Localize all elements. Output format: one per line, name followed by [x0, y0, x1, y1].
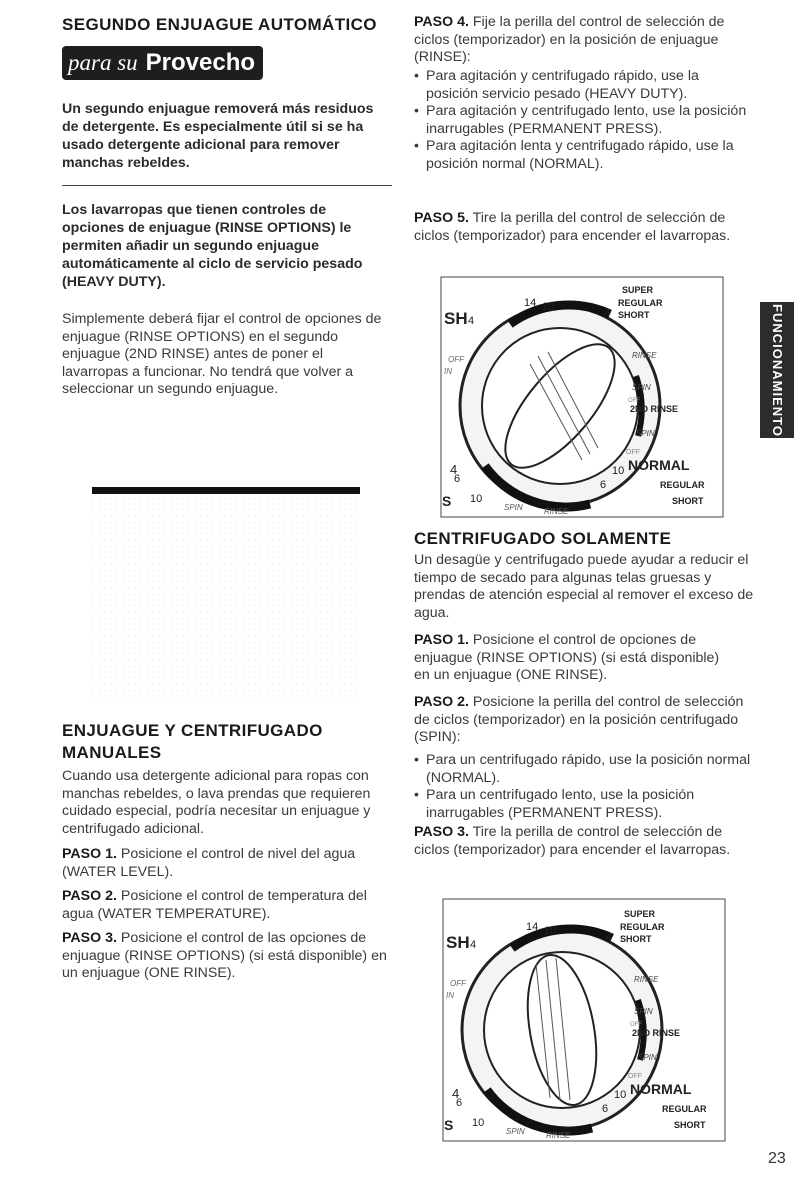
banner-bold: Provecho	[145, 49, 256, 76]
dial-10: 10	[542, 301, 555, 313]
divider	[62, 185, 392, 186]
black-bar	[92, 487, 360, 494]
cycle-dial-illustration-1	[440, 276, 724, 518]
bullet-permanent-press: • Para agitación y centrifugado lento, use la posición inarrugables (PERMANENT PRESS).	[414, 103, 754, 138]
bullet-normal: • Para agitación lenta y centrifugado rápido, use la posición normal (NORMAL).	[414, 138, 754, 173]
dial-regular2: REGULAR	[660, 480, 705, 490]
dial-10c: 10	[470, 493, 483, 505]
dial2-14: 14	[526, 921, 539, 933]
dial-super: SUPER	[622, 285, 654, 295]
dial-in: IN	[444, 367, 452, 376]
centrifugado-step-2: PASO 2. Posicione la perilla del control de selección de ciclos (temporizador) en la posición centrifugado (SPIN):	[414, 694, 744, 746]
dial-short2: SHORT	[672, 496, 704, 506]
dial2-regular2: REGULAR	[662, 1104, 707, 1114]
dial2-regular: REGULAR	[620, 922, 665, 932]
dial2-10: 10	[544, 925, 557, 937]
bullet-heavy-duty: • Para agitación y centrifugado rápido, use la posición servicio pesado (HEAVY DUTY).	[414, 68, 754, 103]
dial2-off2: OFF	[630, 1022, 642, 1028]
dial2-10c: 10	[472, 1117, 485, 1129]
dial2-super: SUPER	[624, 909, 656, 919]
heading-enjuague-centrifugado: ENJUAGUE Y CENTRIFUGADO MANUALES	[62, 721, 323, 762]
dial2-6b: 6	[456, 1097, 463, 1109]
dial-4b: 4	[468, 315, 475, 327]
dial2-4c: 4	[452, 1086, 460, 1101]
paso-5: PASO 5. Tire la perilla del control de selección de ciclos (temporizador) para encender el lavarropas.	[414, 210, 731, 244]
dial-s: S	[442, 493, 452, 509]
centrifugado-paragraph: Un desagüe y centrifugado puede ayudar a reducir el tiempo de secado para algunas telas gruesas y prendas de atención especial al remover el exceso de agua.	[414, 552, 754, 621]
dial-rinse-bottom: RINSE	[544, 507, 569, 516]
dial-10b: 10	[612, 465, 625, 477]
dial2-rinse: RINSE	[634, 975, 659, 984]
bullet-lento: • Para un centrifugado lento, use la posición inarrugables (PERMANENT PRESS).	[414, 787, 754, 822]
dial2-4: 4	[606, 931, 613, 943]
dial2-spin: SPIN	[634, 1007, 653, 1016]
manuales-step-1: PASO 1. Posicione el control de nivel del agua (WATER LEVEL).	[62, 846, 356, 880]
dial-6b: 6	[454, 473, 461, 485]
dial-normal: NORMAL	[628, 457, 690, 473]
faint-dot-pattern	[92, 497, 360, 697]
centrifugado-bullets	[414, 752, 754, 822]
dial-6: 6	[600, 479, 607, 491]
dial2-short: SHORT	[620, 934, 652, 944]
dial-off3: OFF	[626, 449, 640, 456]
dial2-in: IN	[446, 991, 454, 1000]
dial2-normal: NORMAL	[630, 1081, 692, 1097]
dial-spin2: SPIN	[636, 429, 655, 438]
page-number: 23	[768, 1150, 786, 1167]
dial2-sh: SH	[446, 933, 470, 952]
dial2-rinse-bottom: RINSE	[546, 1131, 571, 1140]
dial2-off3: OFF	[628, 1073, 642, 1080]
paso-4-bullets	[414, 68, 754, 174]
dial2-2nd-rinse: 2ND RINSE	[632, 1028, 681, 1038]
paso-4: PASO 4. Fije la perilla del control de selección de ciclos (temporizador) en la posición de enjuague (RINSE):	[414, 14, 725, 66]
rinse-options-paragraph: Los lavarropas que tienen controles de opciones de enjuague (RINSE OPTIONS) le permiten añadir un segundo enjuague automáticamente al ciclo de servicio pesado (HEAVY DUTY).	[62, 202, 363, 290]
centrifugado-step-1: PASO 1. Posicione el control de opciones de enjuague (RINSE OPTIONS) (si está disponible) en un enjuague (ONE RINSE).	[414, 632, 720, 684]
cycle-dial-illustration-2	[442, 898, 726, 1142]
dial-off2: OFF	[628, 398, 640, 404]
dial-sh: SH	[444, 309, 468, 328]
dial-14: 14	[524, 297, 537, 309]
dial-4c: 4	[450, 462, 458, 477]
section-tab	[760, 302, 794, 438]
dial2-6: 6	[602, 1103, 609, 1115]
centrifugado-step-3: PASO 3. Tire la perilla de control de selección de ciclos (temporizador) para encender el lavarropas.	[414, 824, 731, 858]
tip-text: Un segundo enjuague removerá más residuos de detergente. Es especialmente útil si se ha usado detergente adicional para remover manchas rebeldes.	[62, 101, 374, 171]
heading-centrifugado-solamente: CENTRIFUGADO SOLAMENTE	[414, 529, 672, 548]
heading-segundo-enjuague: SEGUNDO ENJUAGUE AUTOMÁTICO	[62, 15, 377, 34]
dial2-short2: SHORT	[674, 1120, 706, 1130]
dial-4: 4	[604, 307, 611, 319]
para-su-provecho-banner	[62, 46, 263, 80]
manuales-paragraph: Cuando usa detergente adicional para ropas con manchas rebeldes, o lava prendas que requieren cuidado especial, podría necesitar un enjuague y centrifugado adicional.	[62, 768, 371, 837]
dial-regular: REGULAR	[618, 298, 663, 308]
dial-off: OFF	[448, 355, 464, 364]
dial2-spin2: SPIN	[638, 1053, 657, 1062]
dial2-off: OFF	[450, 979, 466, 988]
manuales-step-2: PASO 2. Posicione el control de temperatura del agua (WATER TEMPERATURE).	[62, 888, 367, 922]
dial-svg-1	[440, 276, 724, 518]
manuales-step-3: PASO 3. Posicione el control de las opciones de enjuague (RINSE OPTIONS) (si está disponible) en un enjuague (ONE RINSE).	[62, 930, 387, 982]
bullet-rapido: • Para un centrifugado rápido, use la posición normal (NORMAL).	[414, 752, 754, 787]
dial2-s: S	[444, 1117, 454, 1133]
simplemente-paragraph: Simplemente deberá fijar el control de opciones de enjuague (RINSE OPTIONS) en el segundo enjuague (2ND RINSE) antes de poner el lavarropas a funcionar. No tendrá que volver a seleccionar un segundo enjuague.	[62, 311, 382, 398]
dial-spin-bottom: SPIN	[504, 503, 523, 512]
dial-2nd-rinse: 2ND RINSE	[630, 404, 679, 414]
banner-italic: para su	[68, 50, 138, 75]
section-tab-label: FUNCIONAMIENTO	[769, 303, 785, 437]
dial-rinse: RINSE	[632, 351, 657, 360]
dial2-spin-bottom: SPIN	[506, 1127, 525, 1136]
dial-short: SHORT	[618, 310, 650, 320]
dial-svg-2	[442, 898, 726, 1142]
dial2-4b: 4	[470, 939, 477, 951]
dial-spin: SPIN	[632, 383, 651, 392]
dial2-10b: 10	[614, 1089, 627, 1101]
